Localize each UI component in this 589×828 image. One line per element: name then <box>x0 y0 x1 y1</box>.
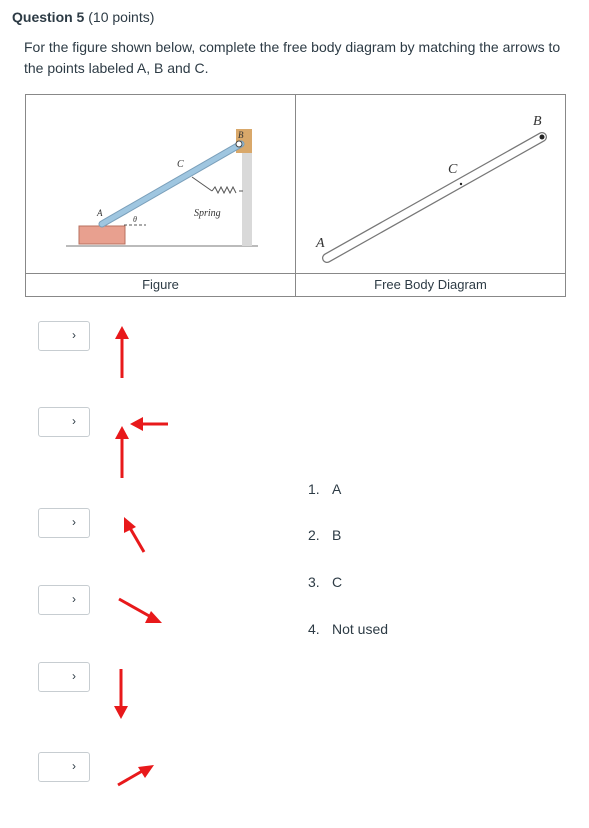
block <box>79 226 125 244</box>
fbd-label-b: B <box>533 114 542 129</box>
fbd-point-c <box>460 183 462 185</box>
caption-free-body-diagram: Free Body Diagram <box>374 277 487 292</box>
match-select-3[interactable] <box>38 508 90 538</box>
option-1: 1. A <box>308 481 342 497</box>
match-select-4[interactable] <box>38 585 90 615</box>
label-spring: Spring <box>194 208 221 219</box>
question-points: (10 points) <box>88 9 155 25</box>
table-divider-horizontal <box>26 273 565 274</box>
free-body-diagram <box>315 114 545 258</box>
question-title: Question 5 <box>12 9 85 25</box>
match-select-2[interactable] <box>38 407 90 437</box>
option-3: 3. C <box>308 574 343 590</box>
chevron-down-icon: › <box>72 515 76 529</box>
label-a-figure: A <box>97 208 103 218</box>
match-select-6[interactable] <box>38 752 90 782</box>
caption-figure: Figure <box>142 277 179 292</box>
fbd-rod <box>327 137 542 258</box>
match-select-5[interactable] <box>38 662 90 692</box>
physical-figure <box>66 129 258 246</box>
chevron-down-icon: › <box>72 592 76 606</box>
arrow-down-right-diagonal-icon <box>100 592 180 632</box>
chevron-down-icon: › <box>72 414 76 428</box>
question-text: For the figure shown below, complete the free body diagram by matching the arrows to the points labeled A, B and C. <box>24 39 561 76</box>
figure-table <box>25 94 566 297</box>
arrow-up-left-diagonal-icon <box>100 512 180 562</box>
option-2: 2. B <box>308 527 342 543</box>
arrow-up-and-left-icon <box>100 412 180 482</box>
arrow-up-right-diagonal-icon <box>100 760 180 790</box>
chevron-down-icon: › <box>72 759 76 773</box>
arrow-down-icon <box>100 665 180 725</box>
fbd-label-a: A <box>316 236 325 251</box>
match-select-1[interactable] <box>38 321 90 351</box>
label-b-figure: B <box>238 130 244 140</box>
arrow-up-icon <box>100 322 180 382</box>
fbd-label-c: C <box>448 162 458 177</box>
table-divider-vertical <box>295 95 296 296</box>
chevron-down-icon: › <box>72 669 76 683</box>
fbd-point-b <box>540 135 545 140</box>
question-header <box>12 9 154 25</box>
option-4: 4. Not used <box>308 621 389 637</box>
spring-coil <box>212 187 236 193</box>
label-theta: θ <box>133 215 137 224</box>
label-c-figure: C <box>177 159 184 170</box>
spring-wire-1 <box>192 177 212 191</box>
pin-b <box>236 141 242 147</box>
chevron-down-icon: › <box>72 328 76 342</box>
